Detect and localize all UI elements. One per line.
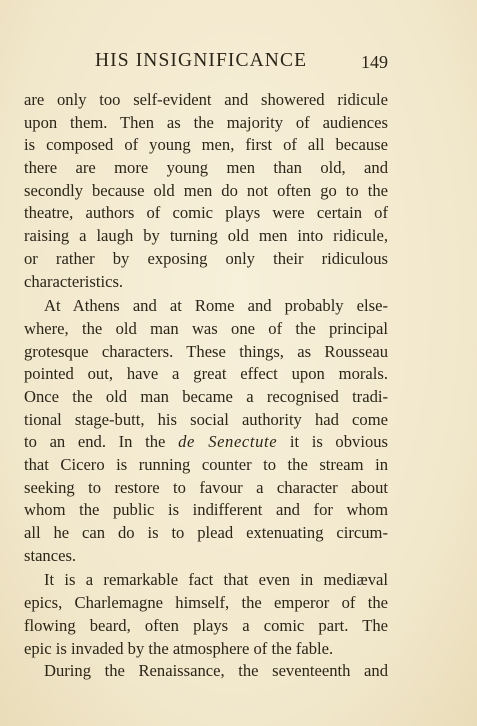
text-line: epic is invaded by the atmosphere of the fable.	[24, 638, 334, 658]
body-text	[24, 89, 388, 683]
page-header	[0, 50, 477, 74]
text-fragment: it is obvious	[277, 432, 388, 452]
text-line: grotesque characters. These things, as Rousseau	[24, 341, 388, 361]
text-line: epics, Charlemagne himself, the emperor of the	[24, 593, 388, 613]
text-line: there are more young men than old, and	[24, 158, 388, 178]
text-line: upon them. Then as the majority of audiences	[24, 112, 388, 132]
text-line: It is a remarkable fact that even in mediæval	[44, 570, 388, 590]
text-line: are only too self-evident and showered ridicule	[24, 90, 388, 109]
text-line: raising a laugh by turning old men into ridicule,	[24, 226, 388, 246]
book-title: de Senectute	[178, 432, 278, 452]
text-line: Once the old man became a recognised tradi-	[24, 386, 388, 406]
text-line: flowing beard, often plays a comic part. The	[24, 615, 388, 635]
text-line: tional stage-butt, his social authority had come	[24, 409, 388, 429]
text-line: pointed out, have a great effect upon morals.	[24, 364, 388, 384]
paragraph	[24, 569, 388, 660]
text-line: or rather by exposing only their ridiculous	[24, 248, 388, 268]
text-line: whom the public is indifferent and for whom	[24, 500, 388, 520]
paragraph	[24, 660, 388, 683]
paragraph	[24, 89, 388, 293]
running-head: HIS INSIGNIFICANCE	[95, 50, 308, 71]
text-line: characteristics.	[24, 271, 124, 291]
text-line: secondly because old men do not often go to the	[24, 180, 388, 200]
text-line: theatre, authors of comic plays were certain of	[24, 203, 388, 223]
text-line: During the Renaissance, the seventeenth and	[44, 661, 388, 681]
page-number: 149	[361, 52, 388, 72]
text-line: all he can do is to plead extenuating circum-	[24, 523, 388, 543]
text-line: stances.	[24, 545, 77, 565]
text-line: is composed of young men, first of all because	[24, 135, 388, 155]
text-fragment: to an end. In the	[24, 432, 179, 452]
text-line: that Cicero is running counter to the stream in	[24, 455, 388, 474]
text-line: where, the old man was one of the principal	[24, 318, 388, 338]
text-line: seeking to restore to favour a character about	[24, 477, 388, 497]
text-line	[24, 431, 388, 454]
paragraph	[24, 295, 388, 567]
text-line: At Athens and at Rome and probably else-	[44, 296, 388, 316]
